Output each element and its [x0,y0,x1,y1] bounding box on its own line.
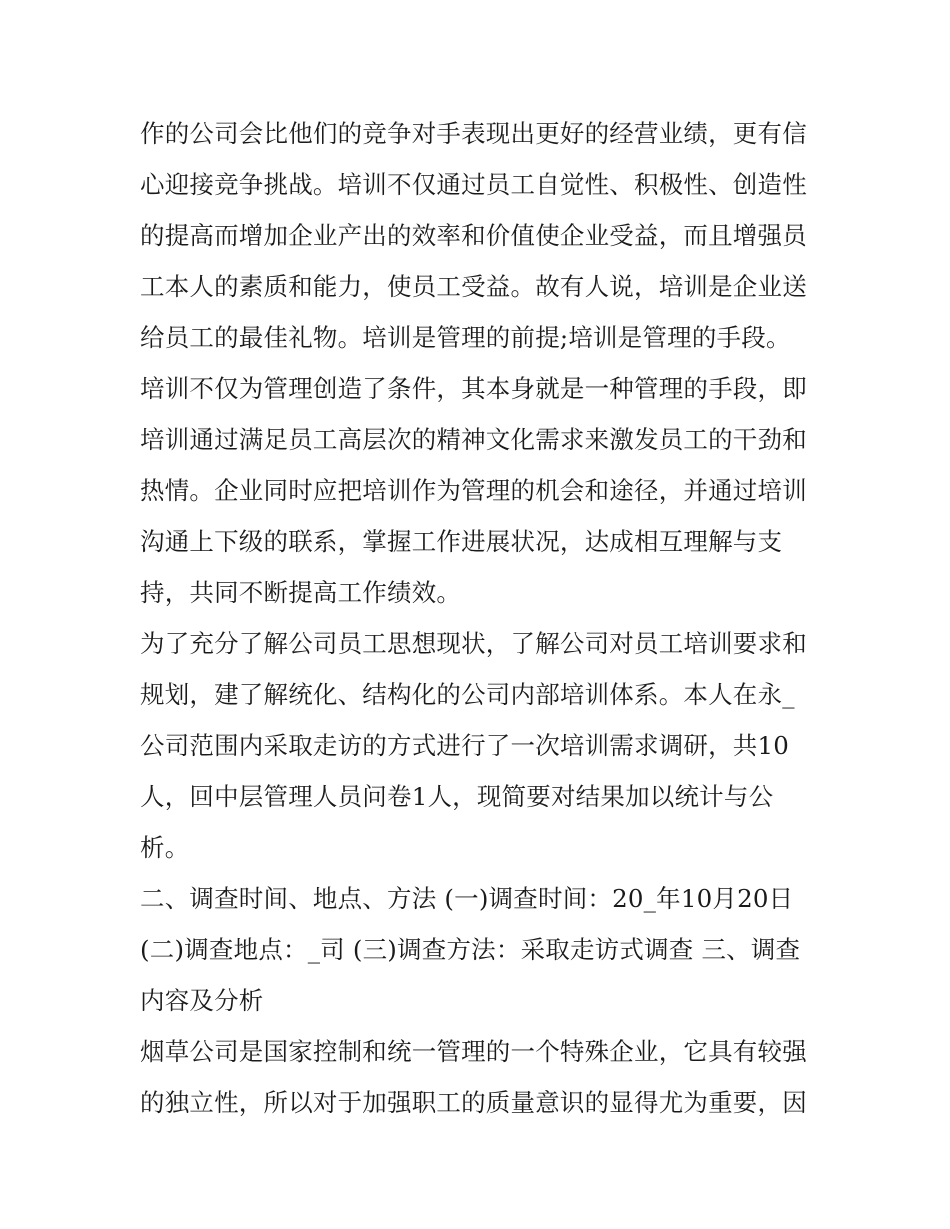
text-line: 二、调查时间、地点、方法 (一)调查时间：20_年10月20日 [140,884,794,913]
text-line: 析。 [140,833,190,862]
text-line: 给员工的最佳礼物。培训是管理的前提;培训是管理的手段。 [140,323,791,352]
text-line: 公司范围内采取走访的方式进行了一次培训需求调研，共10 [140,731,790,760]
text-line: 规划，建了解统化、结构化的公司内部培训体系。本人在永_ [140,680,795,709]
text-line: 人，回中层管理人员问卷1人，现简要对结果加以统计与公 [140,782,774,811]
text-line: 作的公司会比他们的竞争对手表现出更好的经营业绩，更有信 [140,119,807,148]
text-line: 烟草公司是国家控制和统一管理的一个特殊企业，它具有较强 [140,1037,807,1066]
text-line: 工本人的素质和能力，使员工受益。故有人说，培训是企业送 [140,272,807,301]
text-line: 培训不仅为管理创造了条件，其本身就是一种管理的手段，即 [140,374,807,403]
text-line: 培训通过满足员工高层次的精神文化需求来激发员工的干劲和 [140,425,807,454]
text-line: 热情。企业同时应把培训作为管理的机会和途径，并通过培训 [140,476,807,505]
text-line: 心迎接竞争挑战。培训不仅通过员工自觉性、积极性、创造性 [140,170,807,199]
text-line: 内容及分析 [140,986,264,1015]
text-line: 持，共同不断提高工作绩效。 [140,578,462,607]
text-line: 的提高而增加企业产出的效率和价值使企业受益，而且增强员 [140,221,807,250]
text-line: 为了充分了解公司员工思想现状，了解公司对员工培训要求和 [140,629,807,658]
text-line: 沟通上下级的联系，掌握工作进展状况，达成相互理解与支 [140,527,783,556]
text-line: (二)调查地点：_司 (三)调查方法：采取走访式调查 三、调查 [140,935,801,964]
document-body [140,108,830,1128]
text-line: 的独立性，所以对于加强职工的质量意识的显得尤为重要，因 [140,1088,807,1117]
